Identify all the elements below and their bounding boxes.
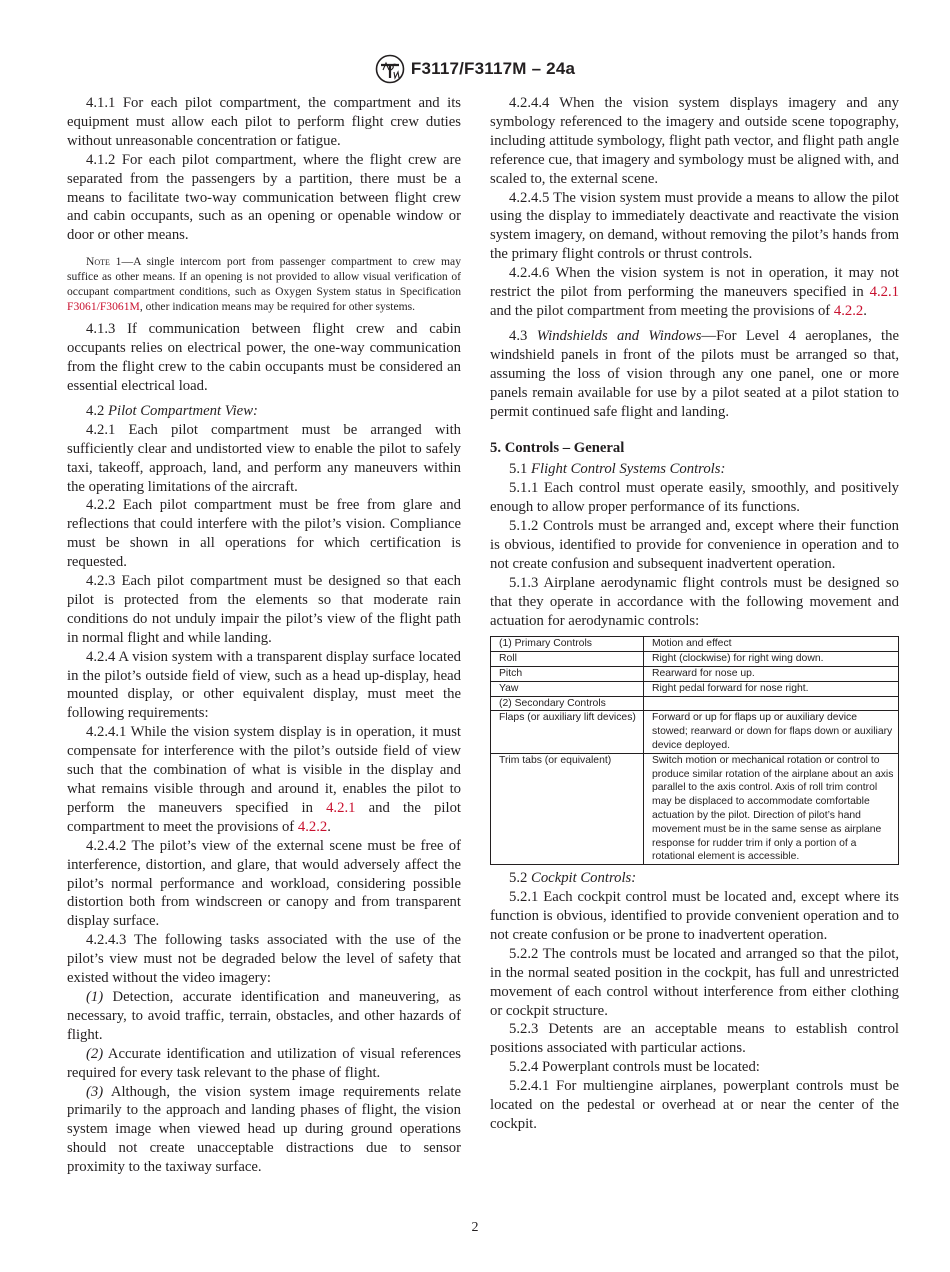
- table-cell: Forward or up for flaps up or auxiliary device stowed; rearward or down for flaps down or auxiliary device deployed.: [644, 711, 899, 753]
- paragraph-5-2-2: 5.2.2 The controls must be located and arranged so that the pilot, in the normal seated position in the cockpit, has full and unrestricted movement of each control without interference from either clothing or cockpit structure.: [490, 945, 899, 1019]
- table-cell: Right (clockwise) for right wing down.: [644, 652, 899, 667]
- list-item-3: (3) Although, the vision system image requirements relate primarily to the approach and landing phases of flight, the vision system image when viewed head up during ground operations should not create unacceptable distractions due to sensor proximity to the taxiway surface.: [67, 1083, 461, 1176]
- section-5-heading: 5. Controls – General: [490, 440, 625, 457]
- table-cell: Yaw: [491, 681, 644, 696]
- section-link-4-2-2[interactable]: 4.2.2: [833, 302, 864, 319]
- paragraph-4-1-1: 4.1.1 For each pilot compartment, the compartment and its equipment must allow each pilot to perform flight crew duties without unreasonable concentration or fatigue.: [67, 95, 461, 149]
- section-link-4-2-1[interactable]: 4.2.1: [326, 799, 356, 816]
- paragraph-4-3: 4.3 Windshields and Windows—For Level 4 aeroplanes, the windshield panels in front of the pilots must be arranged so that, assuming the loss of vision through any one panel, one or more panels remain available for use by a pilot seated at a pilot station to permit continued safe flight and landing.: [490, 327, 900, 420]
- table-cell: Switch motion or mechanical rotation or control to produce similar rotation of the airplane about an axis parallel to the axis control. Axis of roll trim control may be displaced to accommodate comfortable actuation by the pilot. Direction of pilot’s hand movement must be in the same sense as airplane response for rudder trim if only a portion of a rotational element is accessible.: [644, 753, 899, 864]
- astm-logo-icon: [375, 54, 405, 84]
- note-1: Note 1—A single intercom port from passenger compartment to crew may suffice as other means. If an opening is not provided to allow visual verification of occupant compartment conditions, such as Oxygen System status in Specification F3061/F3061M, other indication means may be required for other systems.: [67, 255, 461, 314]
- list-item-1: (1) Detection, accurate identification and maneuvering, as necessary, to avoid traffic, terrain, obstacles, and other hazards of flight.: [67, 988, 461, 1043]
- paragraph-4-2-1: 4.2.1 Each pilot compartment must be arranged with sufficiently clear and undistorted view to enable the pilot to safely taxi, takeoff, approach, land, and perform any maneuvers within the operating limitations of the aircraft.: [67, 421, 461, 495]
- table-row: [491, 681, 899, 696]
- table-cell: Pitch: [491, 667, 644, 682]
- controls-table: [490, 636, 899, 865]
- section-link-4-2-1[interactable]: 4.2.1: [869, 284, 899, 301]
- list-item-2: (2) Accurate identification and utilization of visual references required for every task relevant to the phase of flight.: [67, 1045, 461, 1081]
- table-cell: Right pedal forward for nose right.: [644, 681, 899, 696]
- paragraph-5-1-2: 5.1.2 Controls must be arranged and, except where their function is obvious, identified to provide for convenience in operation and to not create confusion and subsequent inadvertent operation.: [490, 518, 899, 572]
- paragraph-5-2-3: 5.2.3 Detents are an acceptable means to establish control positions associated with particular actions.: [490, 1021, 899, 1057]
- table-cell: Rearward for nose up.: [644, 667, 899, 682]
- table-row: [491, 711, 899, 753]
- section-5-2-heading: 5.2 Cockpit Controls:: [509, 870, 637, 887]
- table-row: [491, 667, 899, 682]
- table-cell: (2) Secondary Controls: [491, 696, 644, 711]
- table-cell: [644, 696, 899, 711]
- paragraph-4-2-4-2: 4.2.4.2 The pilot’s view of the external scene must be free of interference, distortion, and glare, that would adversely affect the pilot’s normal performance and workload, considering possible distortion both from windscreen or canopy and from transparent display surface.: [67, 837, 461, 930]
- paragraph-4-2-4-3: 4.2.4.3 The following tasks associated with the use of the pilot’s view must not be degraded below the level of safety that existed without the video imagery:: [67, 932, 461, 987]
- section-5-1-heading: 5.1 Flight Control Systems Controls:: [509, 461, 726, 478]
- paragraph-4-1-3: 4.1.3 If communication between flight crew and cabin occupants relies on electrical power, the one-way communication from the flight crew to the cabin occupants must be considered an essential electrical load.: [67, 321, 461, 394]
- paragraph-4-2-4-6: 4.2.4.6 When the vision system is not in operation, it may not restrict the pilot from performing the maneuvers specified in 4.2.1 and the pilot compartment from meeting the provisions of 4.2.2.: [490, 265, 899, 319]
- section-4-2-heading: 4.2 Pilot Compartment View:: [86, 402, 258, 419]
- note-label: Note 1: [86, 255, 122, 269]
- paragraph-4-1-2: 4.1.2 For each pilot compartment, where the flight crew are separated from the passengers by a partition, there must be a means to facilitate two-way communication between flight crew and cabin occupants, such as an opening or openable window or door or other means.: [67, 151, 461, 244]
- page-number: 2: [471, 1220, 479, 1235]
- paragraph-5-1-1: 5.1.1 Each control must operate easily, smoothly, and positively enough to allow proper performance of its functions.: [490, 480, 899, 516]
- table-cell: Trim tabs (or equivalent): [491, 753, 644, 864]
- right-column: [490, 94, 899, 1134]
- table-cell: Motion and effect: [644, 637, 899, 652]
- paragraph-4-2-4-4: 4.2.4.4 When the vision system displays imagery and any symbology referenced to the imagery and outside scene topography, including attitude symbology, flight path vector, and flight path angle reference cue, that imagery and symbology must be aligned with, and scaled to, the external scene.: [490, 95, 899, 187]
- paragraph-4-2-4-5: 4.2.4.5 The vision system must provide a means to allow the pilot using the display to immediately deactivate and reactivate the vision system imagery, on demand, without removing the pilot’s hands from the primary flight controls or thrust controls.: [490, 189, 899, 263]
- paragraph-5-2-1: 5.2.1 Each cockpit control must be located and, except where its function is obvious, identified to provide convenient operation and to not create confusion or be prone to inadvertent operation.: [490, 889, 899, 943]
- paragraph-5-1-3: 5.1.3 Airplane aerodynamic flight controls must be designed so that they operate in accordance with the following movement and actuation for aerodynamic controls:: [490, 574, 899, 629]
- section-link-4-2-2[interactable]: 4.2.2: [297, 818, 328, 835]
- document-id: F3117/F3117M – 24a: [410, 59, 576, 78]
- left-column: [67, 94, 461, 1177]
- table-cell: Flaps (or auxiliary lift devices): [491, 711, 644, 753]
- paragraph-5-2-4-1: 5.2.4.1 For multiengine airplanes, powerplant controls must be located on the pedestal or overhead at or near the center of the cockpit.: [490, 1078, 899, 1132]
- paragraph-4-2-4: 4.2.4 A vision system with a transparent display surface located in the pilot’s outside field of view, such as a head up-display, head mounted display, or other equivalent display, must meet the following requirements:: [67, 648, 461, 722]
- table-cell: Roll: [491, 652, 644, 667]
- paragraph-5-2-4: 5.2.4 Powerplant controls must be located:: [509, 1059, 760, 1076]
- table-row: [491, 637, 899, 652]
- table-row: [491, 652, 899, 667]
- spec-link-f3061[interactable]: F3061/F3061M: [67, 300, 140, 314]
- paragraph-4-2-2: 4.2.2 Each pilot compartment must be free from glare and reflections that could interfere with the pilot’s vision. Compliance must be shown in all operations for which certification is requested.: [67, 497, 461, 571]
- paragraph-4-2-4-1: 4.2.4.1 While the vision system display is in operation, it must compensate for interference with the pilot’s outside field of view such that the combination of what is visible in the display and what remains visible through and around it, enables the pilot to perform the maneuvers specified in 4.2.1 and the pilot compartment to meet the provisions of 4.2.2.: [67, 724, 461, 835]
- table-row: [491, 753, 899, 864]
- table-row: [491, 696, 899, 711]
- table-cell: (1) Primary Controls: [491, 637, 644, 652]
- page-header: [0, 52, 950, 86]
- paragraph-4-2-3: 4.2.3 Each pilot compartment must be designed so that each pilot is protected from the elements so that moderate rain conditions do not unduly impair the pilot’s view of the flight path in normal flight and while landing.: [67, 573, 461, 646]
